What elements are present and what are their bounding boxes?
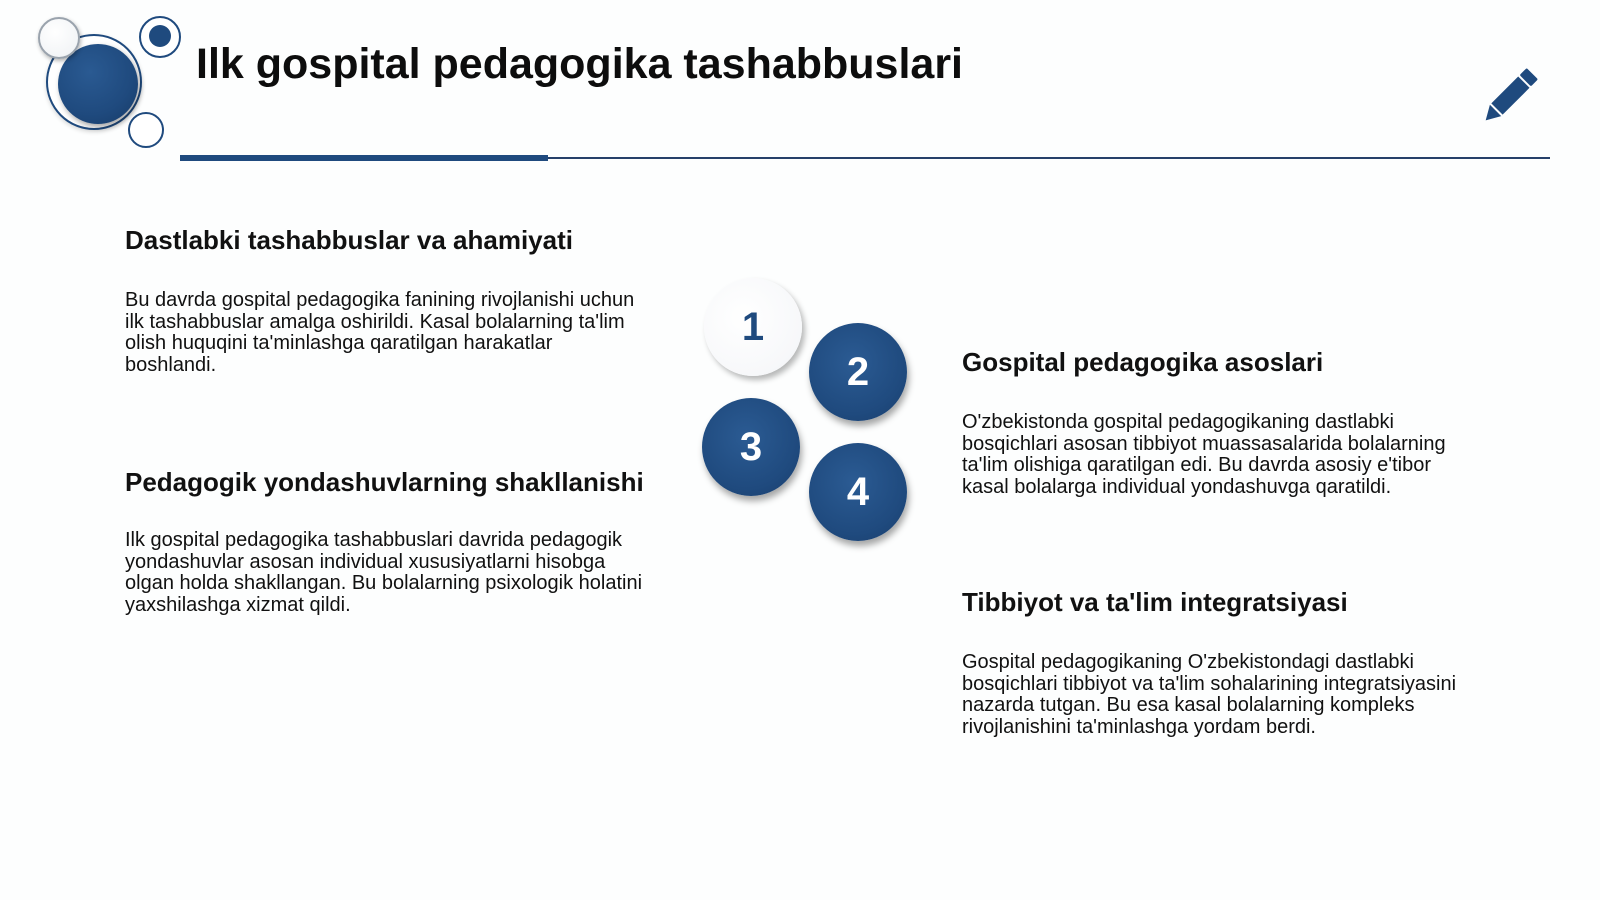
decor-bubble-small-dot: [149, 25, 171, 47]
section-1-heading: Dastlabki tashabbuslar va ahamiyati: [125, 225, 573, 255]
decor-bubble-small-grey: [38, 17, 80, 59]
step-number-4: 4: [809, 443, 907, 541]
step-number-1: 1: [704, 278, 802, 376]
section-2-text: O'zbekistonda gospital pedagogikaning dastlabki bosqichlari asosan tibbiyot muassasalarida bolalarning ta'lim olishiga qaratilgan edi. Bu davrda asosiy e'tibor kasal bolalarga individual yondashuvga qaratildi.: [962, 411, 1446, 498]
section-2-heading: Gospital pedagogika asoslari: [962, 347, 1324, 377]
step-number-2: 2: [809, 323, 907, 421]
title-divider-accent: [180, 155, 548, 161]
section-4-heading: Tibbiyot va ta'lim integratsiyasi: [962, 587, 1348, 617]
pencil-icon: [1474, 62, 1544, 132]
decor-bubble-large: [58, 44, 138, 124]
section-3-text: Ilk gospital pedagogika tashabbuslari davrida pedagogik yondashuvlar asosan individual xususiyatlarni hisobga olgan holda shakllangan. Bu bolalarning psixologik holatini yaxshilashga xizmat qildi.: [125, 529, 643, 616]
slide-title: Ilk gospital pedagogika tashabbuslari: [196, 40, 964, 88]
section-1-text: Bu davrda gospital pedagogika fanining rivojlanishi uchun ilk tashabbuslar amalga oshirildi. Kasal bolalarning ta'lim olish huquqini ta'minlashga qaratilgan harakatlar boshlandi.: [125, 289, 635, 376]
section-3-heading: Pedagogik yondashuvlarning shakllanishi: [125, 467, 644, 497]
decor-bubble-small-outline: [128, 112, 164, 148]
step-number-3: 3: [702, 398, 800, 496]
section-4-text: Gospital pedagogikaning O'zbekistondagi dastlabki bosqichlari tibbiyot va ta'lim sohalarining integratsiyasini nazarda tutgan. Bu esa kasal bolalarning kompleks rivojlanishini ta'minlashga yordam berdi.: [962, 651, 1457, 738]
